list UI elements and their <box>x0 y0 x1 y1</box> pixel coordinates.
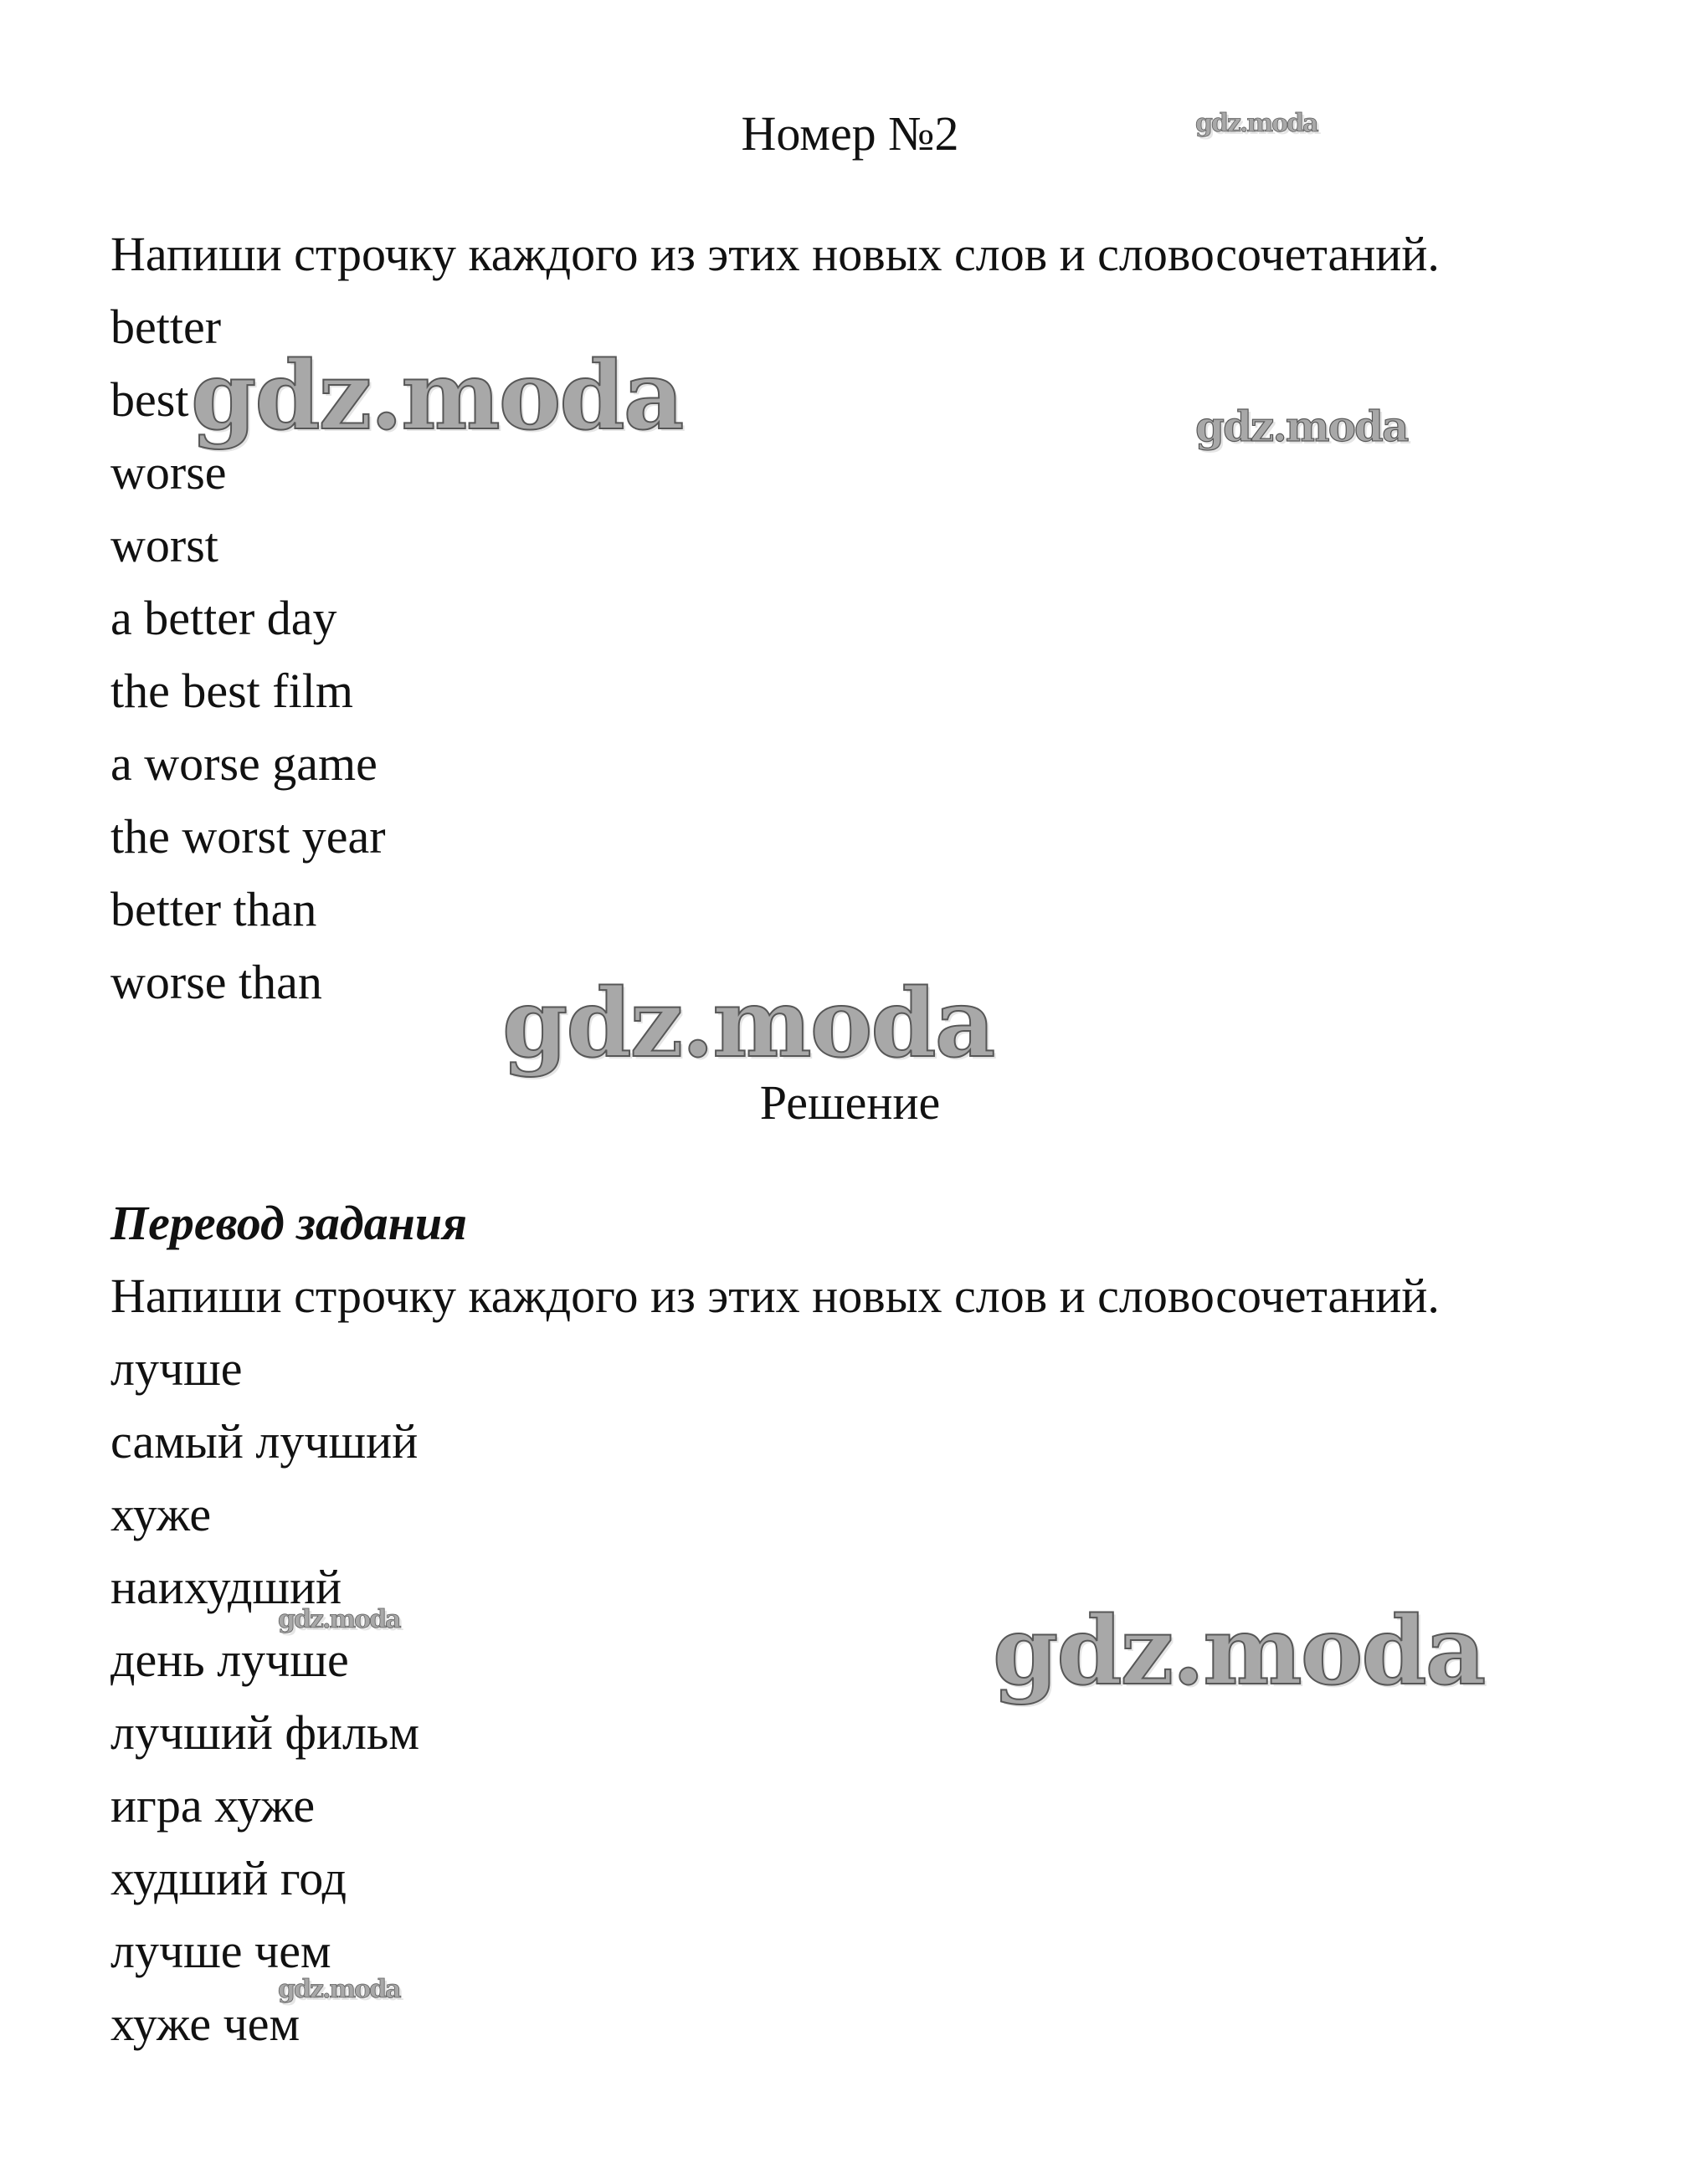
watermark-logo: gdz.moda <box>502 969 994 1079</box>
task-item-a-worse-game: a worse game <box>110 736 377 791</box>
task-item-the-worst-year: the worst year <box>110 809 386 864</box>
translation-item-luchshe: лучше <box>110 1341 243 1396</box>
translation-instruction: Напиши строчку каждого из этих новых слов и словосочетаний. <box>110 1269 1440 1323</box>
task-item-worse: worse <box>110 445 227 500</box>
translation-item-khuzhe: хуже <box>110 1487 212 1541</box>
task-item-worst: worst <box>110 518 218 572</box>
watermark-logo: gdz.moda <box>278 1975 400 2004</box>
task-item-best: best <box>110 372 189 427</box>
task-section <box>110 218 1440 1018</box>
translation-item-khudshii-god: худший год <box>110 1851 347 1905</box>
watermark-logo: gdz.moda <box>1195 109 1317 138</box>
task-item-worse-than: worse than <box>110 955 322 1009</box>
solution-label: Решение <box>759 1075 941 1130</box>
task-item-a-better-day: a better day <box>110 591 337 645</box>
translation-item-luchshii-film: лучший фильм <box>110 1705 420 1760</box>
task-instruction: Напиши строчку каждого из этих новых слов и словосочетаний. <box>110 227 1440 281</box>
task-item-the-best-film: the best film <box>110 664 353 718</box>
translation-item-luchshe-chem: лучше чем <box>110 1924 331 1978</box>
translation-item-samyi-luchshii: самый лучший <box>110 1414 419 1469</box>
translation-item-den-luchshe: день лучше <box>110 1633 349 1687</box>
watermark-logo: gdz.moda <box>993 1597 1485 1706</box>
page-title: Номер №2 <box>741 106 959 161</box>
task-item-better: better <box>110 300 222 354</box>
task-item-better-than: better than <box>110 882 317 936</box>
watermark-logo: gdz.moda <box>278 1605 400 1634</box>
translation-heading: Перевод задания <box>110 1196 467 1250</box>
translation-item-khuzhe-chem: хуже чем <box>110 1997 300 2051</box>
translation-item-igra-khuzhe: игра хуже <box>110 1778 316 1833</box>
watermark-logo: gdz.moda <box>1195 402 1408 451</box>
translation-item-naikhudshii: наихудший <box>110 1560 342 1614</box>
watermark-logo: gdz.moda <box>191 341 683 451</box>
